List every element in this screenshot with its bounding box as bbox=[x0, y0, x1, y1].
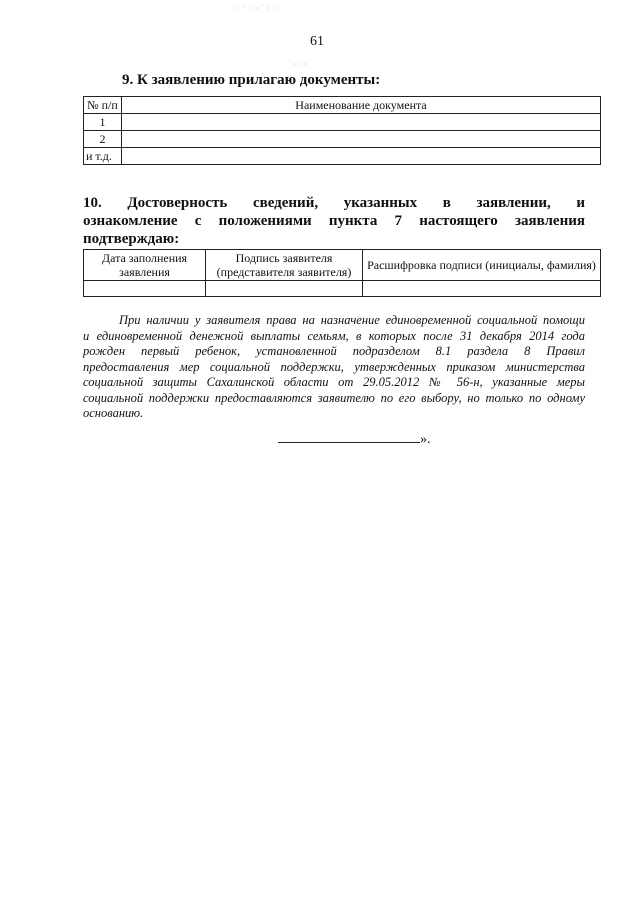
note-line: При наличии у заявителя права на назначение единовременной социальной помощи bbox=[119, 313, 585, 327]
section-10-heading bbox=[83, 194, 585, 248]
heading-line: 10. Достоверность сведений, указанных в заявлении, и bbox=[83, 195, 585, 211]
note-paragraph bbox=[83, 313, 585, 422]
table-header-row bbox=[84, 97, 601, 114]
row-number: 2 bbox=[84, 131, 122, 148]
table-row bbox=[84, 281, 601, 297]
row-number: 1 bbox=[84, 114, 122, 131]
note-line: социальной защиты Сахалинской области от 29.05.2012 № 56-н, указанные меры bbox=[83, 375, 585, 389]
col-date-header: Дата заполнения заявления bbox=[84, 250, 206, 281]
document-name-cell[interactable] bbox=[122, 114, 601, 131]
scan-artifact: · ˙ · ·˙ · · bbox=[236, 4, 277, 13]
table-row bbox=[84, 114, 601, 131]
date-cell[interactable] bbox=[84, 281, 206, 297]
blank-line[interactable] bbox=[278, 429, 420, 443]
signature-cell[interactable] bbox=[206, 281, 363, 297]
document-name-cell[interactable] bbox=[122, 131, 601, 148]
table-header-row bbox=[84, 250, 601, 281]
col-num-header: № п/п bbox=[84, 97, 122, 114]
heading-line: подтверждаю: bbox=[83, 231, 180, 247]
page-number: 61 bbox=[310, 34, 324, 49]
col-signature-header: Подпись заявителя (представителя заявителя) bbox=[206, 250, 363, 281]
table-row bbox=[84, 131, 601, 148]
closing-quote: ». bbox=[420, 432, 431, 447]
scan-artifact: ˙·· · bbox=[290, 60, 308, 69]
document-name-cell[interactable] bbox=[122, 148, 601, 165]
attached-documents-table bbox=[83, 96, 601, 165]
row-number: и т.д. bbox=[84, 148, 122, 165]
table-row bbox=[84, 148, 601, 165]
note-line: рожден первый ребенок, установленной подразделом 8.1 раздела 8 Правил bbox=[83, 344, 585, 358]
section-9-heading: 9. К заявлению прилагаю документы: bbox=[122, 72, 381, 88]
decoding-cell[interactable] bbox=[363, 281, 601, 297]
note-line: социальной поддержки предоставляются заявителю по его выбору, но только по одному bbox=[83, 390, 585, 405]
heading-line: ознакомление с положениями пункта 7 настоящего заявления bbox=[83, 213, 585, 229]
col-name-header: Наименование документа bbox=[122, 97, 601, 114]
closing-line bbox=[278, 429, 431, 448]
signature-table bbox=[83, 249, 601, 297]
note-line: основанию. bbox=[83, 406, 144, 420]
note-line: предоставления мер социальной поддержки, утвержденных приказом министерства bbox=[83, 359, 585, 374]
col-decoding-header: Расшифровка подписи (инициалы, фамилия) bbox=[363, 250, 601, 281]
note-line: и единовременной денежной выплаты семьям, в которых после 31 декабря 2014 года bbox=[83, 328, 585, 343]
